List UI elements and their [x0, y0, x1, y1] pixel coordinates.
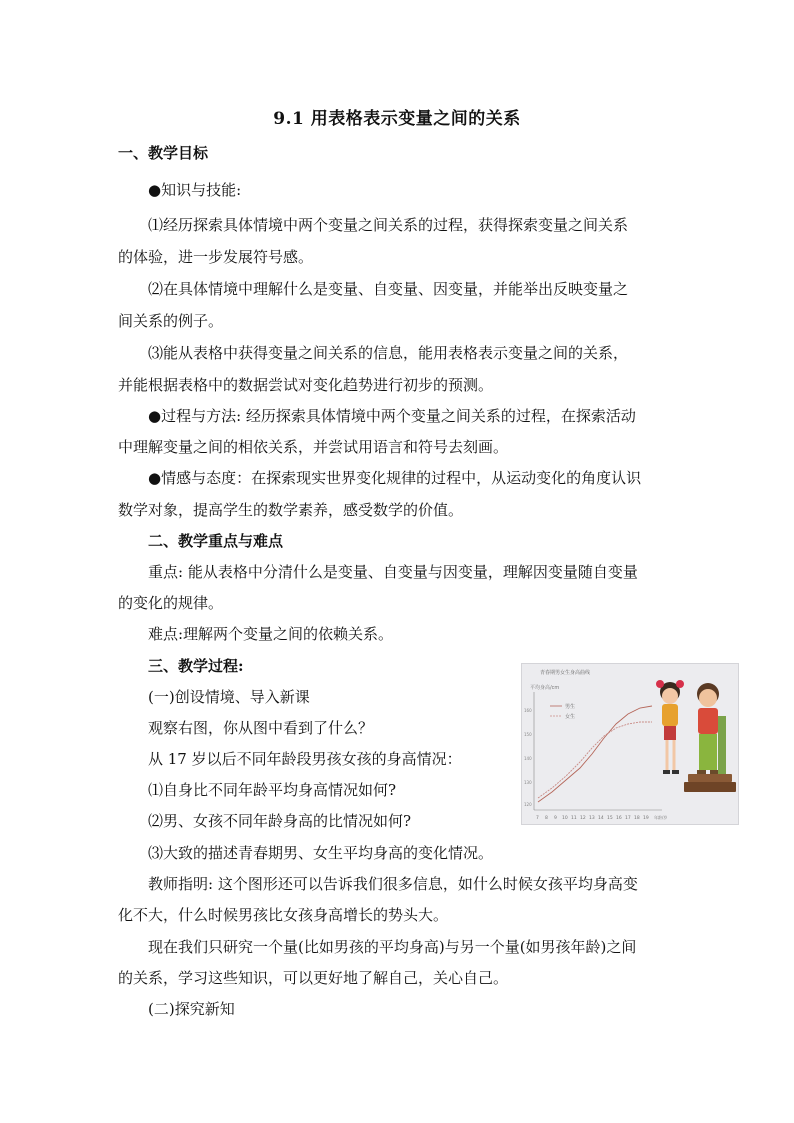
x-tick: 12	[580, 816, 586, 821]
paragraph-line: 化不大，什么时候男孩比女孩身高增长的势头大。	[118, 906, 449, 924]
x-axis-unit: 年龄/岁	[654, 815, 668, 820]
paragraph-line: 数学对象，提高学生的数学素养，感受数学的价值。	[118, 501, 464, 519]
chart-title: 青春期男女生身高曲线	[540, 670, 591, 676]
y-axis-unit: 平均身高/cm	[530, 685, 560, 691]
subheading: (二)探究新知	[148, 1000, 235, 1018]
paragraph-line: 中理解变量之间的相依关系，并尝试用语言和符号去刻画。	[118, 438, 509, 456]
paragraph-line: ●过程与方法: 经历探索具体情境中两个变量之间关系的过程，在探索活动	[148, 407, 636, 425]
section-heading-objectives: 一、教学目标	[118, 144, 209, 162]
height-chart-figure	[521, 663, 739, 825]
paragraph-line: 从 17 岁以后不同年龄段男孩女孩的身高情况：	[148, 750, 462, 768]
y-tick: 150	[524, 732, 532, 737]
paragraph-line: 并能根据表格中的数据尝试对变化趋势进行初步的预测。	[118, 376, 494, 394]
question-line: ⑶大致的描述青春期男、女生平均身高的变化情况。	[148, 844, 494, 862]
legend-boy: 男生	[565, 704, 576, 710]
scale-platform	[688, 774, 732, 782]
x-tick: 15	[607, 816, 613, 821]
x-tick: 11	[571, 816, 577, 821]
x-tick: 10	[562, 816, 568, 821]
section-heading-key-points: 二、教学重点与难点	[148, 532, 284, 550]
question-line: ⑵男、女孩不同年龄身高的比情况如何?	[148, 812, 412, 830]
x-tick: 9	[554, 816, 557, 821]
y-tick: 140	[524, 756, 532, 761]
y-tick: 130	[524, 780, 532, 785]
y-tick: 160	[524, 708, 532, 713]
scale-base	[684, 782, 736, 792]
subheading: (一)创设情境、导入新课	[148, 688, 310, 706]
x-tick: 16	[616, 816, 622, 821]
paragraph-line: 现在我们只研究一个量(比如男孩的平均身高)与另一个量(如男孩年龄)之间	[148, 938, 637, 956]
boy-cartoon	[697, 683, 726, 776]
paragraph-line: 难点:理解两个变量之间的依赖关系。	[148, 625, 394, 643]
knowledge-label: ●知识与技能:	[148, 181, 242, 199]
boy-height-curve	[538, 706, 652, 802]
question-line: ⑴自身比不同年龄平均身高情况如何?	[148, 781, 397, 799]
paragraph-line: ⑴经历探索具体情境中两个变量之间关系的过程，获得探索变量之间关系	[148, 216, 629, 234]
girl-cartoon	[656, 680, 684, 774]
y-tick: 120	[524, 802, 532, 807]
paragraph-line: ⑵在具体情境中理解什么是变量、自变量、因变量，并能举出反映变量之	[148, 280, 629, 298]
x-tick: 13	[589, 816, 595, 821]
paragraph-line: 的关系，学习这些知识，可以更好地了解自己，关心自己。	[118, 969, 509, 987]
paragraph-line: 观察右图，你从图中看到了什么？	[148, 719, 374, 737]
x-tick: 19	[643, 816, 649, 821]
figure-illustration	[522, 664, 738, 824]
girl-height-curve	[538, 722, 652, 798]
legend-girl: 女生	[565, 714, 576, 720]
x-tick: 17	[625, 816, 631, 821]
paragraph-line: 的变化的规律。	[118, 594, 224, 612]
paragraph-line: 间关系的例子。	[118, 312, 224, 330]
x-tick: 7	[536, 816, 539, 821]
x-tick: 14	[598, 816, 604, 821]
paragraph-line: 教师指明: 这个图形还可以告诉我们很多信息，如什么时候女孩平均身高变	[148, 875, 638, 893]
paragraph-line: 重点: 能从表格中分清什么是变量、自变量与因变量，理解因变量随自变量	[148, 563, 638, 581]
x-tick: 18	[634, 816, 640, 821]
paragraph-line: ●情感与态度：在探索现实世界变化规律的过程中，从运动变化的角度认识	[148, 469, 642, 487]
page-title: 9.1 用表格表示变量之间的关系	[273, 109, 521, 129]
x-tick: 8	[545, 816, 548, 821]
paragraph-line: ⑶能从表格中获得变量之间关系的信息，能用表格表示变量之间的关系，	[148, 344, 629, 362]
section-heading-process: 三、教学过程:	[148, 657, 244, 675]
paragraph-line: 的体验，进一步发展符号感。	[118, 248, 314, 266]
